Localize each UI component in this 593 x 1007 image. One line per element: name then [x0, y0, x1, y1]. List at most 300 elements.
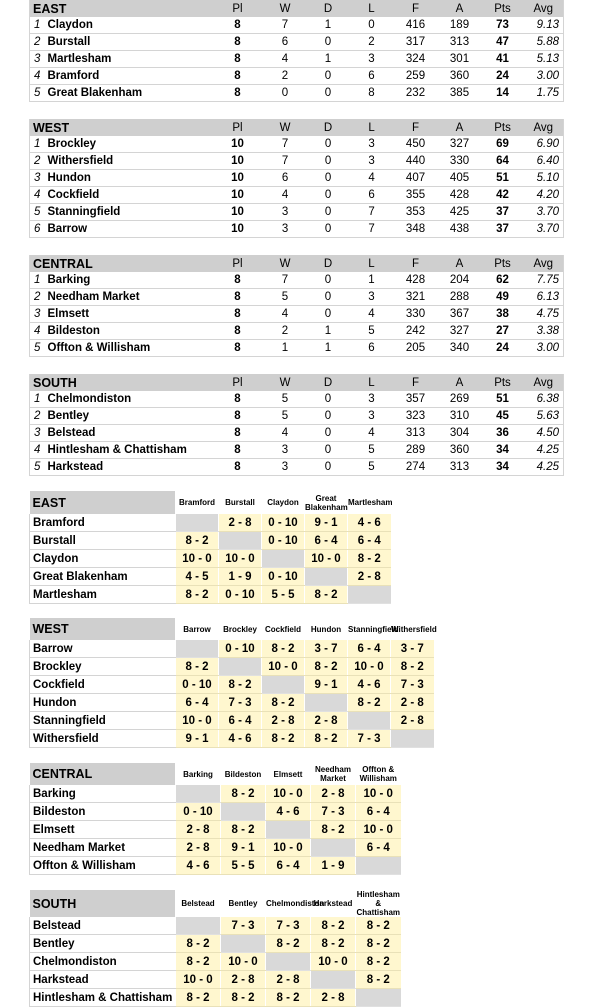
score-cell: 2 - 8 — [391, 712, 434, 730]
division-title: SOUTH — [30, 374, 212, 391]
self-cell — [266, 821, 311, 839]
column-header: Pts — [482, 255, 524, 272]
score-cell: 10 - 0 — [262, 658, 305, 676]
score-cell: 2 - 8 — [262, 712, 305, 730]
score-cell: 8 - 2 — [348, 550, 391, 568]
stat-avg: 5.63 — [524, 408, 564, 425]
stat-pl: 8 — [212, 442, 264, 459]
stat-l: 3 — [350, 51, 394, 68]
self-cell — [391, 730, 434, 748]
grid-row — [30, 917, 401, 935]
stat-f: 428 — [394, 272, 438, 289]
grid-row — [30, 989, 401, 1007]
stat-avg: 4.25 — [524, 459, 564, 476]
league-body — [30, 0, 564, 102]
stat-d: 0 — [307, 170, 350, 187]
stat-pl: 10 — [212, 170, 264, 187]
position: 1 — [30, 391, 48, 408]
table-row — [30, 272, 564, 289]
stat-avg: 1.75 — [524, 85, 564, 102]
stat-a: 327 — [438, 136, 482, 153]
opponent-header: Harkstead — [311, 890, 356, 917]
stat-w: 5 — [264, 391, 307, 408]
score-cell: 8 - 2 — [221, 989, 266, 1007]
team-name: Cockfield — [48, 187, 212, 204]
home-team-name: Cockfield — [30, 676, 176, 694]
score-cell: 7 - 3 — [348, 730, 391, 748]
home-team-name: Hundon — [30, 694, 176, 712]
team-name: Martlesham — [48, 51, 212, 68]
team-name: Stanningfield — [48, 204, 212, 221]
grid-header-row — [30, 890, 401, 917]
column-header: Pts — [482, 119, 524, 136]
home-team-name: Elmsett — [30, 821, 176, 839]
stat-pts: 24 — [482, 68, 524, 85]
score-cell: 7 - 3 — [221, 917, 266, 935]
stat-d: 0 — [307, 68, 350, 85]
home-team-name: Stanningfield — [30, 712, 176, 730]
stat-f: 242 — [394, 323, 438, 340]
opponent-header: Withersfield — [391, 618, 434, 640]
stat-pl: 10 — [212, 136, 264, 153]
stat-w: 3 — [264, 459, 307, 476]
column-header: F — [394, 0, 438, 17]
score-cell: 9 - 1 — [221, 839, 266, 857]
score-cell: 6 - 4 — [356, 803, 401, 821]
score-cell: 10 - 0 — [221, 953, 266, 971]
table-row — [30, 34, 564, 51]
self-cell — [311, 971, 356, 989]
score-cell: 10 - 0 — [176, 971, 221, 989]
team-name: Barking — [48, 272, 212, 289]
stat-pts: 51 — [482, 170, 524, 187]
score-cell: 8 - 2 — [356, 935, 401, 953]
stat-d: 0 — [307, 442, 350, 459]
home-team-name: Barking — [30, 785, 176, 803]
stat-pts: 47 — [482, 34, 524, 51]
score-cell: 2 - 8 — [266, 971, 311, 989]
score-cell: 7 - 3 — [391, 676, 434, 694]
self-cell — [219, 532, 262, 550]
position: 3 — [30, 51, 48, 68]
division-title: EAST — [30, 0, 212, 17]
stat-l: 6 — [350, 340, 394, 357]
score-cell: 8 - 2 — [311, 917, 356, 935]
table-row — [30, 221, 564, 238]
position: 5 — [30, 85, 48, 102]
table-row — [30, 289, 564, 306]
score-cell: 8 - 2 — [176, 989, 221, 1007]
stat-l: 5 — [350, 323, 394, 340]
self-cell — [262, 550, 305, 568]
stat-l: 6 — [350, 68, 394, 85]
column-header: A — [438, 255, 482, 272]
stat-w: 4 — [264, 187, 307, 204]
division-title: EAST — [30, 491, 176, 514]
score-cell: 8 - 2 — [262, 640, 305, 658]
stat-l: 1 — [350, 272, 394, 289]
self-cell — [176, 514, 219, 532]
stat-w: 7 — [264, 272, 307, 289]
stat-a: 204 — [438, 272, 482, 289]
grid-row — [30, 785, 401, 803]
opponent-header: Belstead — [176, 890, 221, 917]
score-cell: 8 - 2 — [219, 676, 262, 694]
opponent-header: Cockfield — [262, 618, 305, 640]
column-header: W — [264, 0, 307, 17]
team-name: Great Blakenham — [48, 85, 212, 102]
stat-pl: 8 — [212, 85, 264, 102]
position: 3 — [30, 306, 48, 323]
stat-l: 7 — [350, 221, 394, 238]
stat-pts: 51 — [482, 391, 524, 408]
column-header: L — [350, 0, 394, 17]
stat-w: 6 — [264, 34, 307, 51]
score-cell: 0 - 10 — [262, 568, 305, 586]
stat-d: 0 — [307, 85, 350, 102]
home-team-name: Claydon — [30, 550, 176, 568]
column-header: L — [350, 119, 394, 136]
score-cell: 10 - 0 — [176, 550, 219, 568]
team-name: Bramford — [48, 68, 212, 85]
opponent-header: Bentley — [221, 890, 266, 917]
column-header: A — [438, 0, 482, 17]
position: 5 — [30, 459, 48, 476]
grid-row — [30, 953, 401, 971]
self-cell — [305, 568, 348, 586]
position: 1 — [30, 17, 48, 34]
score-cell: 2 - 8 — [311, 785, 356, 803]
score-cell: 8 - 2 — [266, 989, 311, 1007]
stat-a: 330 — [438, 153, 482, 170]
stat-d: 0 — [307, 459, 350, 476]
stat-pl: 10 — [212, 221, 264, 238]
score-cell: 5 - 5 — [221, 857, 266, 875]
position: 2 — [30, 34, 48, 51]
stat-d: 0 — [307, 272, 350, 289]
opponent-header: Burstall — [219, 491, 262, 514]
position: 2 — [30, 289, 48, 306]
stat-f: 440 — [394, 153, 438, 170]
stat-avg: 3.70 — [524, 204, 564, 221]
score-cell: 0 - 10 — [219, 586, 262, 604]
position: 3 — [30, 170, 48, 187]
score-cell: 10 - 0 — [219, 550, 262, 568]
stat-pts: 27 — [482, 323, 524, 340]
stat-avg: 4.75 — [524, 306, 564, 323]
team-name: Harkstead — [48, 459, 212, 476]
stat-d: 0 — [307, 187, 350, 204]
table-row — [30, 459, 564, 476]
column-header: Pl — [212, 0, 264, 17]
stat-l: 3 — [350, 136, 394, 153]
home-team-name: Burstall — [30, 532, 176, 550]
grid-row — [30, 803, 401, 821]
score-cell: 10 - 0 — [356, 785, 401, 803]
stat-avg: 6.90 — [524, 136, 564, 153]
grid-row — [30, 694, 434, 712]
score-cell: 2 - 8 — [221, 971, 266, 989]
column-header: Pl — [212, 374, 264, 391]
score-cell: 6 - 4 — [176, 694, 219, 712]
opponent-header: Offton & Willisham — [356, 763, 401, 785]
position: 1 — [30, 272, 48, 289]
stat-pts: 69 — [482, 136, 524, 153]
stat-f: 355 — [394, 187, 438, 204]
stat-avg: 3.70 — [524, 221, 564, 238]
stat-f: 324 — [394, 51, 438, 68]
home-team-name: Bramford — [30, 514, 176, 532]
grid-row — [30, 935, 401, 953]
stat-a: 340 — [438, 340, 482, 357]
stat-a: 385 — [438, 85, 482, 102]
stat-f: 317 — [394, 34, 438, 51]
stat-a: 327 — [438, 323, 482, 340]
grid-row — [30, 550, 391, 568]
column-header: Avg — [524, 374, 564, 391]
stat-d: 1 — [307, 323, 350, 340]
stat-w: 7 — [264, 17, 307, 34]
stat-pl: 8 — [212, 68, 264, 85]
table-row — [30, 306, 564, 323]
score-cell: 2 - 8 — [219, 514, 262, 532]
grid-header-row — [30, 618, 434, 640]
position: 1 — [30, 136, 48, 153]
stat-l: 4 — [350, 170, 394, 187]
home-team-name: Chelmondiston — [30, 953, 176, 971]
stat-a: 189 — [438, 17, 482, 34]
column-header: Avg — [524, 255, 564, 272]
stat-f: 321 — [394, 289, 438, 306]
home-team-name: Belstead — [30, 917, 176, 935]
column-header: D — [307, 119, 350, 136]
table-row — [30, 136, 564, 153]
league-header-row — [30, 119, 564, 136]
stat-w: 7 — [264, 136, 307, 153]
self-cell — [262, 676, 305, 694]
grid-row — [30, 658, 434, 676]
self-cell — [219, 658, 262, 676]
score-cell: 10 - 0 — [266, 785, 311, 803]
score-cell: 8 - 2 — [356, 917, 401, 935]
opponent-header: Barrow — [176, 618, 219, 640]
stat-avg: 7.75 — [524, 272, 564, 289]
stat-f: 348 — [394, 221, 438, 238]
stat-pl: 8 — [212, 51, 264, 68]
table-row — [30, 425, 564, 442]
home-team-name: Needham Market — [30, 839, 176, 857]
stat-w: 3 — [264, 204, 307, 221]
table-row — [30, 187, 564, 204]
stat-a: 313 — [438, 34, 482, 51]
column-header: D — [307, 374, 350, 391]
stat-a: 310 — [438, 408, 482, 425]
team-name: Belstead — [48, 425, 212, 442]
stat-d: 0 — [307, 425, 350, 442]
score-cell: 0 - 10 — [176, 803, 221, 821]
results-grid-west — [29, 618, 437, 748]
score-cell: 4 - 6 — [176, 857, 221, 875]
home-team-name: Hintlesham & Chattisham — [30, 989, 176, 1007]
division-title: SOUTH — [30, 890, 176, 917]
team-name: Brockley — [48, 136, 212, 153]
table-row — [30, 323, 564, 340]
stat-a: 425 — [438, 204, 482, 221]
score-cell: 4 - 5 — [176, 568, 219, 586]
stat-d: 0 — [307, 289, 350, 306]
stat-a: 313 — [438, 459, 482, 476]
stat-avg: 3.00 — [524, 68, 564, 85]
score-cell: 6 - 4 — [356, 839, 401, 857]
team-name: Burstall — [48, 34, 212, 51]
stat-f: 274 — [394, 459, 438, 476]
stat-l: 6 — [350, 187, 394, 204]
stat-pl: 8 — [212, 459, 264, 476]
league-body — [30, 374, 564, 476]
team-name: Elmsett — [48, 306, 212, 323]
score-cell: 2 - 8 — [176, 821, 221, 839]
stat-pts: 24 — [482, 340, 524, 357]
score-cell: 9 - 1 — [305, 514, 348, 532]
stat-pts: 64 — [482, 153, 524, 170]
table-row — [30, 391, 564, 408]
score-cell: 0 - 10 — [219, 640, 262, 658]
home-team-name: Brockley — [30, 658, 176, 676]
opponent-header: Needham Market — [311, 763, 356, 785]
position: 5 — [30, 204, 48, 221]
stat-avg: 4.20 — [524, 187, 564, 204]
column-header: D — [307, 255, 350, 272]
stat-a: 405 — [438, 170, 482, 187]
column-header: W — [264, 255, 307, 272]
opponent-header: Brockley — [219, 618, 262, 640]
stat-a: 288 — [438, 289, 482, 306]
self-cell — [311, 839, 356, 857]
opponent-header: Claydon — [262, 491, 305, 514]
stat-avg: 5.10 — [524, 170, 564, 187]
opponent-header: Bramford — [176, 491, 219, 514]
score-cell: 4 - 6 — [348, 514, 391, 532]
score-cell: 8 - 2 — [311, 935, 356, 953]
self-cell — [221, 935, 266, 953]
stat-pts: 49 — [482, 289, 524, 306]
position: 3 — [30, 425, 48, 442]
score-cell: 5 - 5 — [262, 586, 305, 604]
stat-pl: 8 — [212, 34, 264, 51]
league-header-row — [30, 255, 564, 272]
score-cell: 2 - 8 — [176, 839, 221, 857]
division-title: WEST — [30, 119, 212, 136]
position: 2 — [30, 408, 48, 425]
stat-pl: 8 — [212, 306, 264, 323]
stat-pl: 8 — [212, 391, 264, 408]
stat-w: 0 — [264, 85, 307, 102]
column-header: F — [394, 119, 438, 136]
stat-d: 0 — [307, 221, 350, 238]
score-cell: 9 - 1 — [176, 730, 219, 748]
stat-pl: 10 — [212, 187, 264, 204]
stat-pts: 34 — [482, 442, 524, 459]
home-team-name: Great Blakenham — [30, 568, 176, 586]
stat-a: 367 — [438, 306, 482, 323]
column-header: A — [438, 119, 482, 136]
score-cell: 8 - 2 — [391, 658, 434, 676]
self-cell — [348, 586, 391, 604]
score-cell: 9 - 1 — [305, 676, 348, 694]
home-team-name: Barrow — [30, 640, 176, 658]
team-name: Needham Market — [48, 289, 212, 306]
results-grid-east — [29, 491, 391, 604]
opponent-header: Elmsett — [266, 763, 311, 785]
score-cell: 7 - 3 — [266, 917, 311, 935]
grid-row — [30, 532, 391, 550]
score-cell: 8 - 2 — [262, 730, 305, 748]
league-table-west — [29, 119, 564, 238]
grid-row — [30, 857, 401, 875]
division-title: CENTRAL — [30, 763, 176, 785]
position: 4 — [30, 323, 48, 340]
table-row — [30, 340, 564, 357]
self-cell — [305, 694, 348, 712]
grid-row — [30, 676, 434, 694]
score-cell: 8 - 2 — [356, 971, 401, 989]
stat-pts: 62 — [482, 272, 524, 289]
grid-row — [30, 712, 434, 730]
stat-l: 5 — [350, 442, 394, 459]
stat-w: 4 — [264, 425, 307, 442]
grid-row — [30, 730, 434, 748]
score-cell: 10 - 0 — [348, 658, 391, 676]
column-header: Pl — [212, 255, 264, 272]
stat-f: 357 — [394, 391, 438, 408]
stat-pts: 37 — [482, 221, 524, 238]
team-name: Hundon — [48, 170, 212, 187]
stat-pl: 8 — [212, 289, 264, 306]
self-cell — [348, 712, 391, 730]
score-cell: 7 - 3 — [219, 694, 262, 712]
stat-d: 1 — [307, 51, 350, 68]
score-cell: 2 - 8 — [348, 568, 391, 586]
stat-l: 3 — [350, 391, 394, 408]
stat-pl: 8 — [212, 323, 264, 340]
stat-w: 1 — [264, 340, 307, 357]
self-cell — [356, 857, 401, 875]
grid-row — [30, 514, 391, 532]
stat-f: 289 — [394, 442, 438, 459]
column-header: Pts — [482, 374, 524, 391]
position: 6 — [30, 221, 48, 238]
league-body — [30, 255, 564, 357]
score-cell: 2 - 8 — [311, 989, 356, 1007]
stat-w: 7 — [264, 153, 307, 170]
score-cell: 6 - 4 — [348, 532, 391, 550]
self-cell — [356, 989, 401, 1007]
score-cell: 0 - 10 — [262, 514, 305, 532]
score-cell: 8 - 2 — [221, 821, 266, 839]
stat-l: 3 — [350, 408, 394, 425]
grid-header-row — [30, 763, 401, 785]
grid-row — [30, 568, 391, 586]
position: 2 — [30, 153, 48, 170]
opponent-header: Stanningfield — [348, 618, 391, 640]
stat-d: 0 — [307, 306, 350, 323]
column-header: A — [438, 374, 482, 391]
table-row — [30, 51, 564, 68]
score-cell: 2 - 8 — [391, 694, 434, 712]
league-header-row — [30, 0, 564, 17]
score-cell: 8 - 2 — [305, 730, 348, 748]
table-row — [30, 442, 564, 459]
